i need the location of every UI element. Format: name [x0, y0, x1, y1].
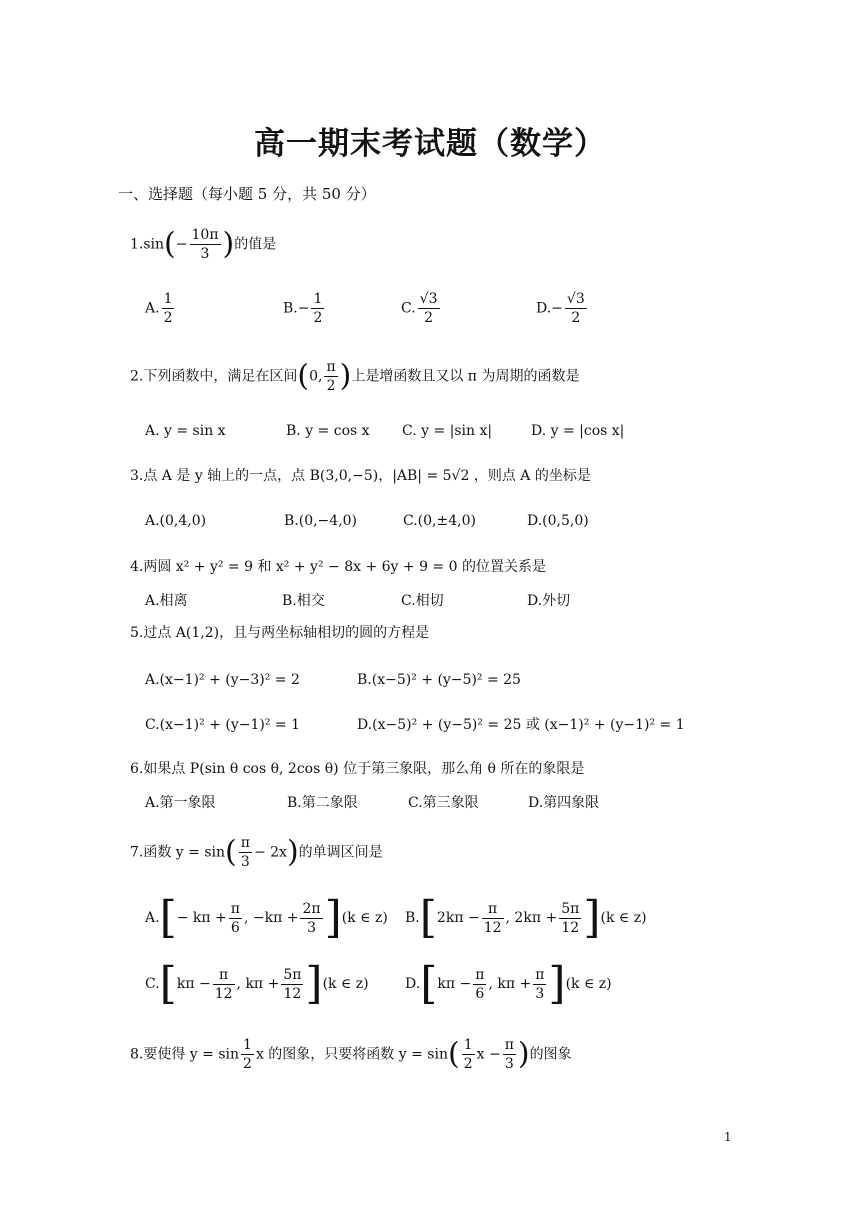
question-8: 8.要使得 y = sin $\frac{1}{2}$ x 的图象，只要将函数 y = sin( $\frac{1}{2}$ x − $\frac{\pi}{3}$ )的图象 — [130, 1036, 572, 1072]
question-4: 4.两圆 x² + y² = 9 和 x² + y² − 8x + 6y + 9 = 0 的位置关系是 — [130, 559, 546, 575]
q6-option-c: C.第三象限 — [408, 795, 479, 811]
question-1: 1.sin(− $\frac{10\pi}{3}$ )的值是 — [130, 226, 277, 262]
q5-option-a: A.(x−1)² + (y−3)² = 2 — [145, 672, 300, 688]
q5-option-c: C.(x−1)² + (y−1)² = 1 — [145, 717, 300, 733]
page-title: 高一期末考试题（数学） — [254, 126, 606, 162]
q5-option-b: B.(x−5)² + (y−5)² = 25 — [357, 672, 521, 688]
question-3: 3.点 A 是 y 轴上的一点，点 B(3,0,−5)，|AB| = 5√2 ，则点 A 的坐标是 — [130, 468, 591, 484]
q7-option-a: A.[− kπ + $\frac{\pi}{6}$ , −kπ + $\frac{2\pi}{3}$ ](k ∈ z) — [145, 892, 388, 943]
q1-option-c: C. $\frac{√3}{2}$ — [401, 291, 438, 326]
q7-option-d: D.[kπ − $\frac{\pi}{6}$ , kπ + $\frac{\pi}{3}$ ](k ∈ z) — [405, 958, 612, 1009]
q3-option-b: B.(0,−4,0) — [284, 513, 358, 529]
q4-option-b: B.相交 — [282, 593, 325, 609]
q6-option-b: B.第二象限 — [287, 795, 358, 811]
section-heading: 一、选择题（每小题 5 分，共 50 分） — [118, 185, 376, 203]
q6-option-d: D.第四象限 — [528, 795, 600, 811]
q7-option-c: C.[kπ − $\frac{\pi}{12}$ , kπ + $\frac{5\pi}{12}$ ](k ∈ z) — [145, 958, 369, 1009]
q6-option-a: A.第一象限 — [145, 795, 216, 811]
q3-option-a: A.(0,4,0) — [145, 513, 207, 529]
question-2: 2.下列函数中，满足在区间(0, $\frac{\pi}{2}$ )上是增函数且又以 π 为周期的函数是 — [130, 358, 580, 394]
q1-option-b: B.− $\frac{1}{2}$ — [283, 291, 323, 326]
question-5: 5.过点 A(1,2)，且与两坐标轴相切的圆的方程是 — [130, 625, 430, 641]
page-number: 1 — [724, 1130, 732, 1144]
q1-option-a: A. $\frac{1}{2}$ — [145, 291, 173, 326]
q3-option-c: C.(0,±4,0) — [403, 513, 476, 529]
q4-option-d: D.外切 — [527, 593, 571, 609]
q4-option-c: C.相切 — [401, 593, 444, 609]
q1-fraction: $\frac{10\pi}{3}$ — [191, 227, 219, 262]
q5-option-d: D.(x−5)² + (y−5)² = 25 或 (x−1)² + (y−1)² = 1 — [357, 717, 685, 733]
q3-option-d: D.(0,5,0) — [527, 513, 589, 529]
q7-option-b: B.[2kπ − $\frac{\pi}{12}$ , 2kπ + $\frac{5\pi}{12}$ ](k ∈ z) — [405, 892, 647, 943]
q1-option-d: D.− $\frac{√3}{2}$ — [536, 291, 585, 326]
q2-option-a: A. y = sin x — [145, 423, 226, 439]
q4-option-a: A.相离 — [145, 593, 188, 609]
q2-option-c: C. y = |sin x| — [402, 423, 493, 439]
question-6: 6.如果点 P(sin θ cos θ, 2cos θ) 位于第三象限，那么角 θ 所在的象限是 — [130, 761, 585, 777]
q2-option-b: B. y = cos x — [286, 423, 370, 439]
q2-option-d: D. y = |cos x| — [531, 423, 625, 439]
q1-stem: 1.sin — [130, 236, 165, 253]
question-7: 7.函数 y = sin( $\frac{\pi}{3}$ − 2x)的单调区间是 — [130, 834, 383, 870]
